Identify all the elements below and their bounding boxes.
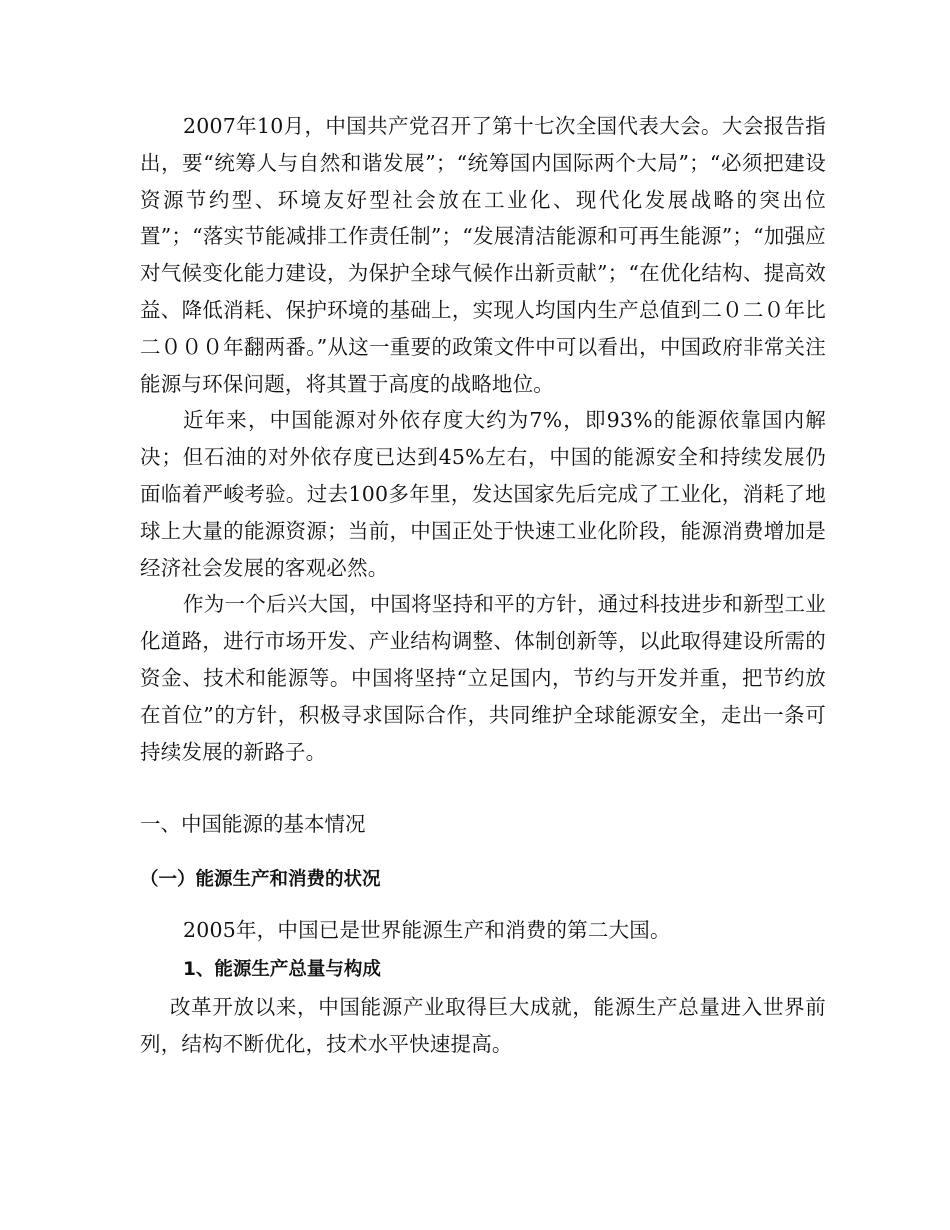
subsection-intro: 2005年，中国已是世界能源生产和消费的第二大国。 xyxy=(183,918,671,943)
intro-paragraph-3: 作为一个后兴大国，中国将坚持和平的方针，通过科技进步和新型工业化道路，进行市场开发、产业结构调整、体制创新等，以此取得建设所需的资金、技术和能源等。中国将坚持“立足国内，节约与开发并重，把节约放在首位”的方针，积极寻求国际合作，共同维护全球能源安全，走出一条可持续发展的新路子。 xyxy=(140,592,826,764)
item-heading: 1、能源生产总量与构成 xyxy=(183,959,381,981)
section-heading: 一、中国能源的基本情况 xyxy=(140,812,366,837)
document-page xyxy=(140,108,826,1063)
intro-paragraph-2: 近年来，中国能源对外依存度大约为7%，即93%的能源依靠国内解决；但石油的对外依存度已达到45%左右，中国的能源安全和持续发展仍面临着严峻考验。过去100多年里，发达国家先后完成了工业化，消耗了地球上大量的能源资源；当前，中国正处于快速工业化阶段，能源消费增加是经济社会发展的客观必然。 xyxy=(140,408,826,580)
intro-paragraph-1: 2007年10月，中国共产党召开了第十七次全国代表大会。大会报告指出，要“统筹人与自然和谐发展”；“统筹国内国际两个大局”；“必须把建设资源节约型、环境友好型社会放在工业化、现代化发展战略的突出位置”；“落实节能减排工作责任制”；“发展清洁能源和可再生能源”；“加强应对气候变化能力建设，为保护全球气候作出新贡献”；“在优化结构、提高效益、降低消耗、保护环境的基础上，实现人均国内生产总值到二０二０年比二０００年翻两番。”从这一重要的政策文件中可以看出，中国政府非常关注能源与环保问题，将其置于高度的战略地位。 xyxy=(140,114,826,396)
subsection-heading: （一）能源生产和消费的状况 xyxy=(140,869,381,891)
item-body: 改革开放以来，中国能源产业取得巨大成就，能源生产总量进入世界前列，结构不断优化，技术水平快速提高。 xyxy=(140,995,826,1056)
